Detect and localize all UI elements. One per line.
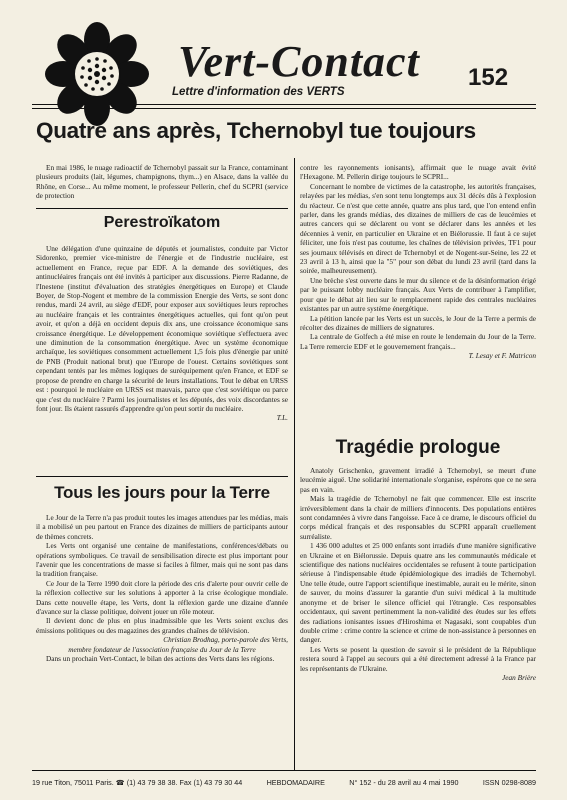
paragraph: Ce Jour de la Terre 1990 doit clore la période des cris d'alerte pour ouvrir celle de la réflexion collective sur les solutions à apporter à la crise écologique mondiale. Dans cette nouvelle étape, les Verts, dont la réflexion garde une dizaine d'année d'avance sur la classe politique, doivent jouer un rôle moteur. (36, 578, 288, 617)
paragraph: Concernant le nombre de victimes de la catastrophe, les autorités françaises, relayées par les médias, s'en sont tenu longtemps aux 31 décès dûs à l'explosion du réacteur. Ce n'est que cette année, quatre ans plus tard, que l'on entend enfin parler, dans les grands médias, des dizaines de milliers de cas de leucémies et autres cancers qui se déclarent ou vont se déclarer dans les années et les décennies à venir, en particulier en Ukraine et en Biélorussie. Il faut à ce sujet féliciter, une fois n'est pas coutume, les chaînes de télévision privées, TF1 pour ses journaux télévisés en direct de Tchernobyl et de Nogent-sur-Seine, les 22 et 23 avril à 13 h, ainsi que la "5" pour son débat du lundi 23 avril (tard dans la soirée, malheureusement). (300, 181, 536, 276)
perestroikatom-signature: T.L. (276, 413, 288, 423)
footer-issn: ISSN 0298-8089 (482, 778, 536, 787)
signature-line: membre fondateur de l'association française du Jour de la Terre (68, 644, 256, 654)
paragraph: Mais la tragédie de Tchernobyl ne fait que commencer. Elle est inscrite irréversiblement dans la chair de milliers d'innocents. Des populations entières sont condamnées à vivre dans l'angoisse. Face à ce drame, le discours officiel du corps médical français et des responsables du SCPRI apparaît cruellement surréaliste. (300, 494, 536, 541)
paragraph: Les Verts se posent la question de savoir si le président de la République restera sourd à l'appel au secours qui a été directement adressé à la France par les représentants de l'Ukraine. (300, 644, 536, 673)
paragraph: Anatoly Grischenko, gravement irradié à Tchernobyl, se meurt d'une leucémie aiguë. Une solidarité internationale s'organise, espérons que ce ne sera pas en vain. (300, 466, 536, 494)
footer-address: 19 rue Titon, 75011 Paris. ☎ (1) 43 79 38 38. Fax (1) 43 79 30 44 (32, 778, 243, 787)
footer-rule (32, 770, 536, 771)
perestroikatom-text: Une délégation d'une quinzaine de députés et journalistes, conduite par Victor Sidorenko, premier vice-ministre de l'énergie et de l'industrie nucléaire, est actuellement en France, reçue par EDF. A la demande des soviétiques, des antinucléaires français ont été invités à participer aux discussions. Pierre Radanne, de l'Inestene (institut d'évaluation des stratégies énergétiques en Europe) et Claude Boyer, de Stop-Nogent et membre de la commission Energie des Verts, se sont donc rendus, mardi 24 avril, au siège d'EDF, pour exposer aux soviétiques leurs reproches au nucléaire français et les contraintes énergétiques actuelles, qui font qu'on peut avoir, et qu'on a déjà en occident depuis dix ans, une croissance économique sans croissance énergétique. Le développement économique soviétique s'effectuera avec une diminution de la consommation énergétique. Avec un système économique archaïque, les soviétiques consomment actuellement 1,5 fois plus d'énergie par unité de PNB (Produit national brut) que l'Europe de l'ouest. Certains soviétiques sont cependant tentés par les mêmes logiques de suréquipement qu'en France, et EDF se propose de prendre en charge la sécurité de leurs installations. Tout le débat en URSS est : pourquoi le nucléaire en URSS est mauvais, parce que c'est soviétique ou parce que c'est du nucléaire ? Parmi les journalistes et les députés, des voix discordantes se font jour. Ils étaient rassurés d'apprendre qu'on peut sortir du nucléaire. (36, 244, 288, 413)
main-headline: Quatre ans après, Tchernobyl tue toujours (36, 118, 476, 143)
paragraph: La pétition lancée par les Verts est un succès, le Jour de la Terre a permis de récolter des dizaines de milliers de signatures. (300, 313, 536, 332)
tragedie-body (300, 466, 536, 682)
header-rule (32, 104, 536, 105)
paragraph: 1 436 000 adultes et 25 000 enfants sont irradiés d'une manière significative en Ukraine et en Biélorussie. Depuis quatre ans les communautés médicale et scientifique des nations nucléaires occidentales se refusent à toute participation sérieuse à l'indispensable étude épidémiologique des irradiés de Tchernobyl. Une telle étude, outre l'apport scientifique inestimable, aurait eu le mérite, sinon de sauver, du moins d'assurer la garantie d'un suivi médical à la multitude anonyme et de briser le silence officiel qui l'étrangle. Ces responsables occidentaux, qui savent pertinemment la non-validité des études sur les effets des radiations ionisantes issues d'Hiroshima et Nagasaki, sont coupables d'un double crime : crime contre la science et crime de non-assistance à personnes en danger. (300, 541, 536, 645)
masthead-subtitle: Lettre d'information des VERTS (172, 86, 345, 98)
footer (32, 778, 536, 787)
main-article-signature: T. Lesay et F. Matricon (468, 351, 536, 361)
header-rule-thin (32, 108, 536, 109)
intro-right-text: contre les rayonnements ionisants), affirmait que le nuage avait évité l'Hexagone. M. Pellerin dirige toujours le SCPRI... (300, 163, 536, 182)
flower-logo-icon (42, 22, 152, 126)
tragedie-signature: Jean Brière (502, 672, 536, 682)
tous-les-jours-heading: Tous les jours pour la Terre (54, 483, 270, 502)
footer-frequency: HEBDOMADAIRE (266, 778, 325, 787)
issue-number: 152 (468, 64, 509, 91)
perestroikatom-body (36, 244, 288, 423)
column-divider (294, 158, 295, 770)
paragraph: Le Jour de la Terre n'a pas produit toutes les images attendues par les médias, mais il a mobilisé un peu partout en France des dizaines de milliers de participants autour de thèmes concrets. (36, 513, 288, 541)
paragraph: La centrale de Golfech a été mise en route le lendemain du Jour de la Terre. La Terre remercie EDF et le gouvernement français... (300, 332, 536, 351)
paragraph: Les Verts ont organisé une centaine de manifestations, conférences/débats ou opérations symboliques. Ce travail de sensibilisation directe est plus important pour l'avenir que les concentrations de masse si faciles à filmer, mais qui ne sont pas dans la tradition française. (36, 541, 288, 579)
paragraph: Il devient donc de plus en plus inadmissible que les Verts soient exclus des émissions politiques ou des magazines des grandes chaînes de télévision. (36, 616, 288, 635)
section-rule (36, 208, 288, 209)
closing-note: Dans un prochain Vert-Contact, le bilan des actions des Verts dans les régions. (46, 654, 275, 664)
footer-issue-dates: N° 152 - du 28 avril au 4 mai 1990 (349, 778, 459, 787)
intro-left-text: En mai 1986, le nuage radioactif de Tchernobyl passait sur la France, contaminant plusieurs produits (lait, légumes, champignons, thym...) en Alsace, dans la vallée du Rhône, en Corse... Au même moment, le professeur Pellerin, chef du SCPRI (service de protection (36, 163, 288, 201)
signature-line: Christian Brodhag, porte-parole des Verts, (163, 635, 288, 645)
perestroikatom-heading: Perestroïkatom (103, 214, 221, 231)
tous-les-jours-body (36, 513, 288, 664)
main-article-right (300, 163, 536, 361)
masthead-title: Vert-Contact (178, 37, 420, 86)
tragedie-heading: Tragédie prologue (335, 437, 501, 458)
paragraph: Une brèche s'est ouverte dans le mur du silence et de la désinformation érigé par le puissant lobby nucléaire français. Aux Verts de contribuer à l'amplifier, pour que le débat ait lieu sur le remplacement rapide des centrales nucléaires existantes par un autre système énergétique. (300, 275, 536, 314)
section-rule (36, 476, 288, 477)
intro-left (36, 163, 288, 201)
